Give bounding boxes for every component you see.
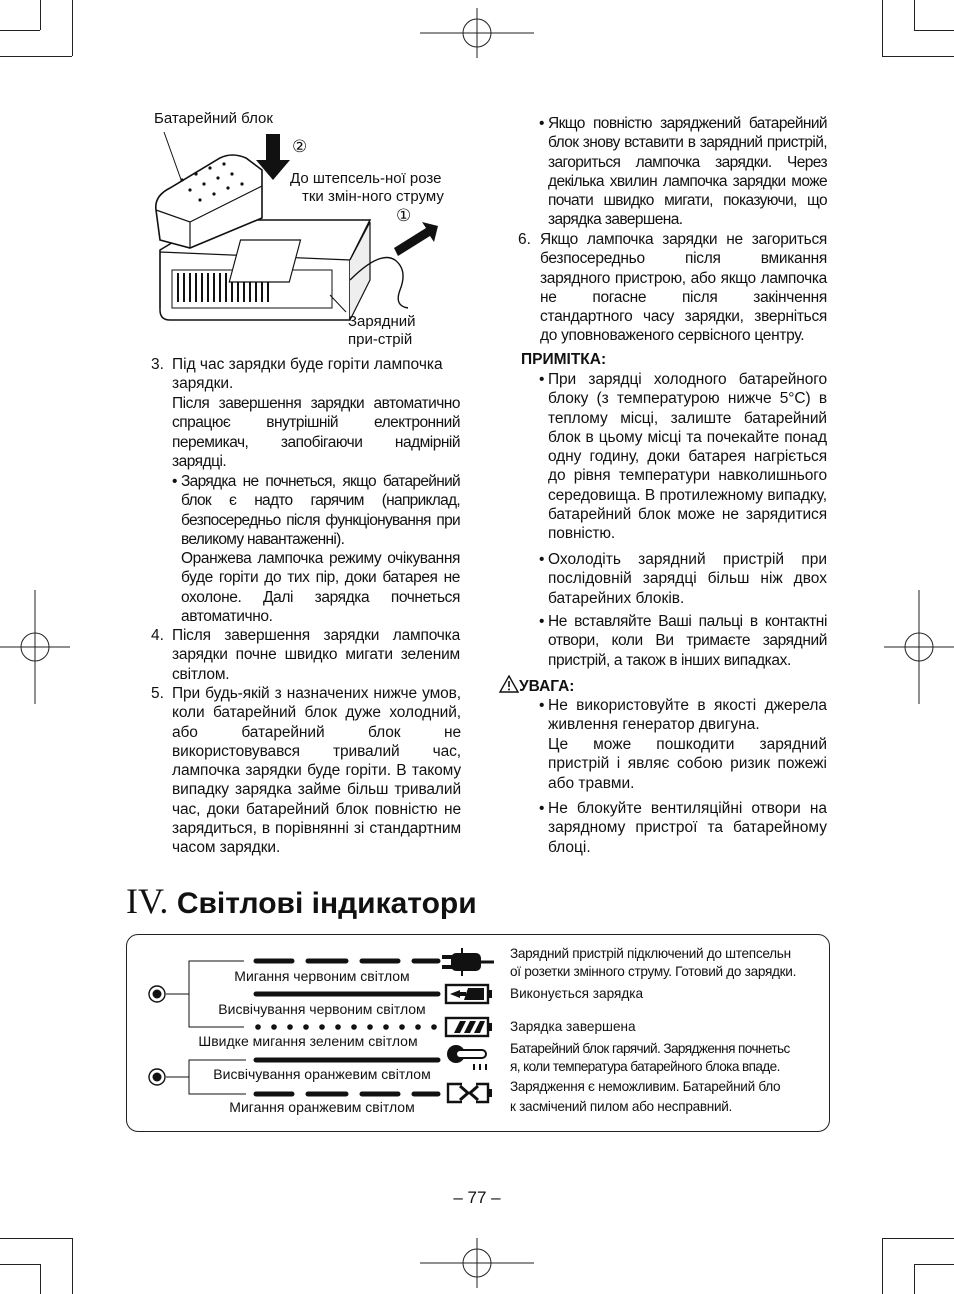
item6-number: 6. [518, 231, 531, 248]
page-number: – 77 – [453, 1188, 501, 1207]
registration-mark-top [420, 8, 534, 58]
registration-mark-bottom [420, 1238, 534, 1288]
indicator-desc-5a: Зарядження є неможливим. Батарейний бло [510, 1079, 781, 1094]
registration-mark-right [884, 590, 954, 704]
item3-number: 3. [151, 356, 164, 373]
warning-triangle-icon [499, 675, 519, 693]
red-lamp-icon [149, 986, 165, 1002]
note-bullet-1: • При зарядці холодного батарейного блоку (з температурою нижче 5°C) в теплому місці, залиште батарейний блок в цьому місці та почекайте понад одну годину, доки батарея нагріється до рівня температури навколишнього середовища. В протилежному випадку, батарейний блок може не зарядитися повністю. [548, 370, 827, 544]
thermometer-icon [447, 1045, 486, 1070]
item4-number: 4. [151, 627, 164, 644]
top-bullet: • Якщо повністю заряджений батарейний блок знову вставити в зарядний пристрій, загориться лампочка зарядки. Через декілька хвилин лампочка зарядки може почати швидко мигати, показуючи, що зарядка завершена. [548, 114, 827, 230]
indicator-desc-5b: к засмічений пилом або несправний. [510, 1099, 733, 1114]
section-heading [126, 880, 477, 922]
warning-bullet-2: • Не блокуйте вентиляційні отвори на зарядному пристрої та батарейному блоці. [548, 799, 827, 857]
item3-line1: Під час зарядки буде горіти лампочка [172, 356, 443, 373]
note-heading: ПРИМІТКА: [521, 351, 607, 368]
section-roman: IV. [126, 881, 169, 921]
indicator-label-4: Висвічування оранжевим світлом [213, 1066, 431, 1082]
indicator-desc-4a: Батарейний блок гарячий. Зарядження почнетьс [510, 1041, 790, 1056]
warning-bullet-1-continued: Це може пошкодити зарядний пристрій і являє собою ризик пожежі або травми. [548, 736, 827, 792]
battery-label: Батарейний блок [154, 110, 273, 127]
step1-marker: ① [396, 206, 412, 225]
indicator-desc-3: Зарядка завершена [510, 1019, 636, 1034]
item4-text: Після завершення зарядки лампочка зарядки почне швидко мигати зеленим світлом. [172, 627, 460, 683]
indicator-desc-1b: ої розетки змінного струму. Готовий до зарядки. [510, 964, 797, 979]
registration-mark-left [0, 590, 70, 704]
item5-text: При будь-якій з назначених нижче умов, коли батарейний блок дуже холодний, або батарейний блок не використовувався тривалий час, лампочка зарядки буде горіти. В такому випадку зарядка займе більш тривалий час, доки батарейний блок повністю не зарядиться, в порівнянні зі стандартним часом зарядки. [172, 685, 461, 857]
item5-number: 5. [151, 685, 164, 702]
step2-marker: ② [292, 137, 308, 156]
indicator-label-2: Висвічування червоним світлом [218, 1001, 426, 1017]
indicator-label-3: Швидке мигання зеленим світлом [198, 1033, 418, 1049]
item6-text: Якщо лампочка зарядки не загориться безпосередньо після вмикання зарядного пристрою, або якщо лампочка не погасне після закінчення стандартного часу зарядки, зверніться до уповноваженого сервісного центру. [540, 231, 827, 345]
indicator-desc-1a: Зарядний пристрій підключений до штепсельн [510, 946, 791, 961]
orange-lamp-icon [149, 1069, 165, 1085]
indicator-desc-2: Виконується зарядка [510, 986, 644, 1001]
warning-bullet-1: • Не використовуйте в якості джерела живлення генератор двигуна. [548, 696, 827, 735]
section-title: Світлові індикатори [176, 887, 477, 920]
battery-charging-icon [446, 985, 492, 1003]
item3-paragraph: Після завершення зарядки автоматично спрацює внутрішній електронний перемикач, запобігаючи надмірній зарядці. [172, 395, 460, 470]
note-bullet-3: • Не вставляйте Ваші пальці в контактні отвори, коли Ви тримаєте зарядний пристрій, а також в інших випадках. [548, 612, 827, 670]
indicator-label-1: Мигання червоним світлом [234, 968, 410, 984]
battery-error-icon [448, 1084, 492, 1102]
step2-text-line1: До штепсель-ної розе [290, 170, 442, 187]
charger-label-line2: при-стрій [348, 331, 413, 348]
item3-line2: зарядки. [172, 375, 234, 392]
battery-full-icon [446, 1018, 492, 1036]
indicator-desc-4b: я, коли температура батарейного блока впаде. [510, 1059, 780, 1074]
warning-heading: УВАГА: [519, 678, 575, 695]
indicator-label-5: Мигання оранжевим світлом [229, 1099, 415, 1115]
charger-label-line1: Зарядний [348, 313, 416, 330]
step2-text-line2: тки змін-ного струму [302, 188, 444, 205]
item3-bullet-continued: Оранжева лампочка режиму очікування буде горіти до тих пір, доки батарея не охолоне. Далі зарядка почнеться автоматично. [181, 550, 460, 625]
note-bullet-2: • Охолодіть зарядний пристрій при послідовній зарядці більш ніж двох батарейних блоків. [548, 550, 827, 608]
item3-bullet: • Зарядка не почнеться, якщо батарейний блок є надто гарячим (наприклад, безпосередньо після функціонування при великому навантаженні). [181, 472, 460, 549]
